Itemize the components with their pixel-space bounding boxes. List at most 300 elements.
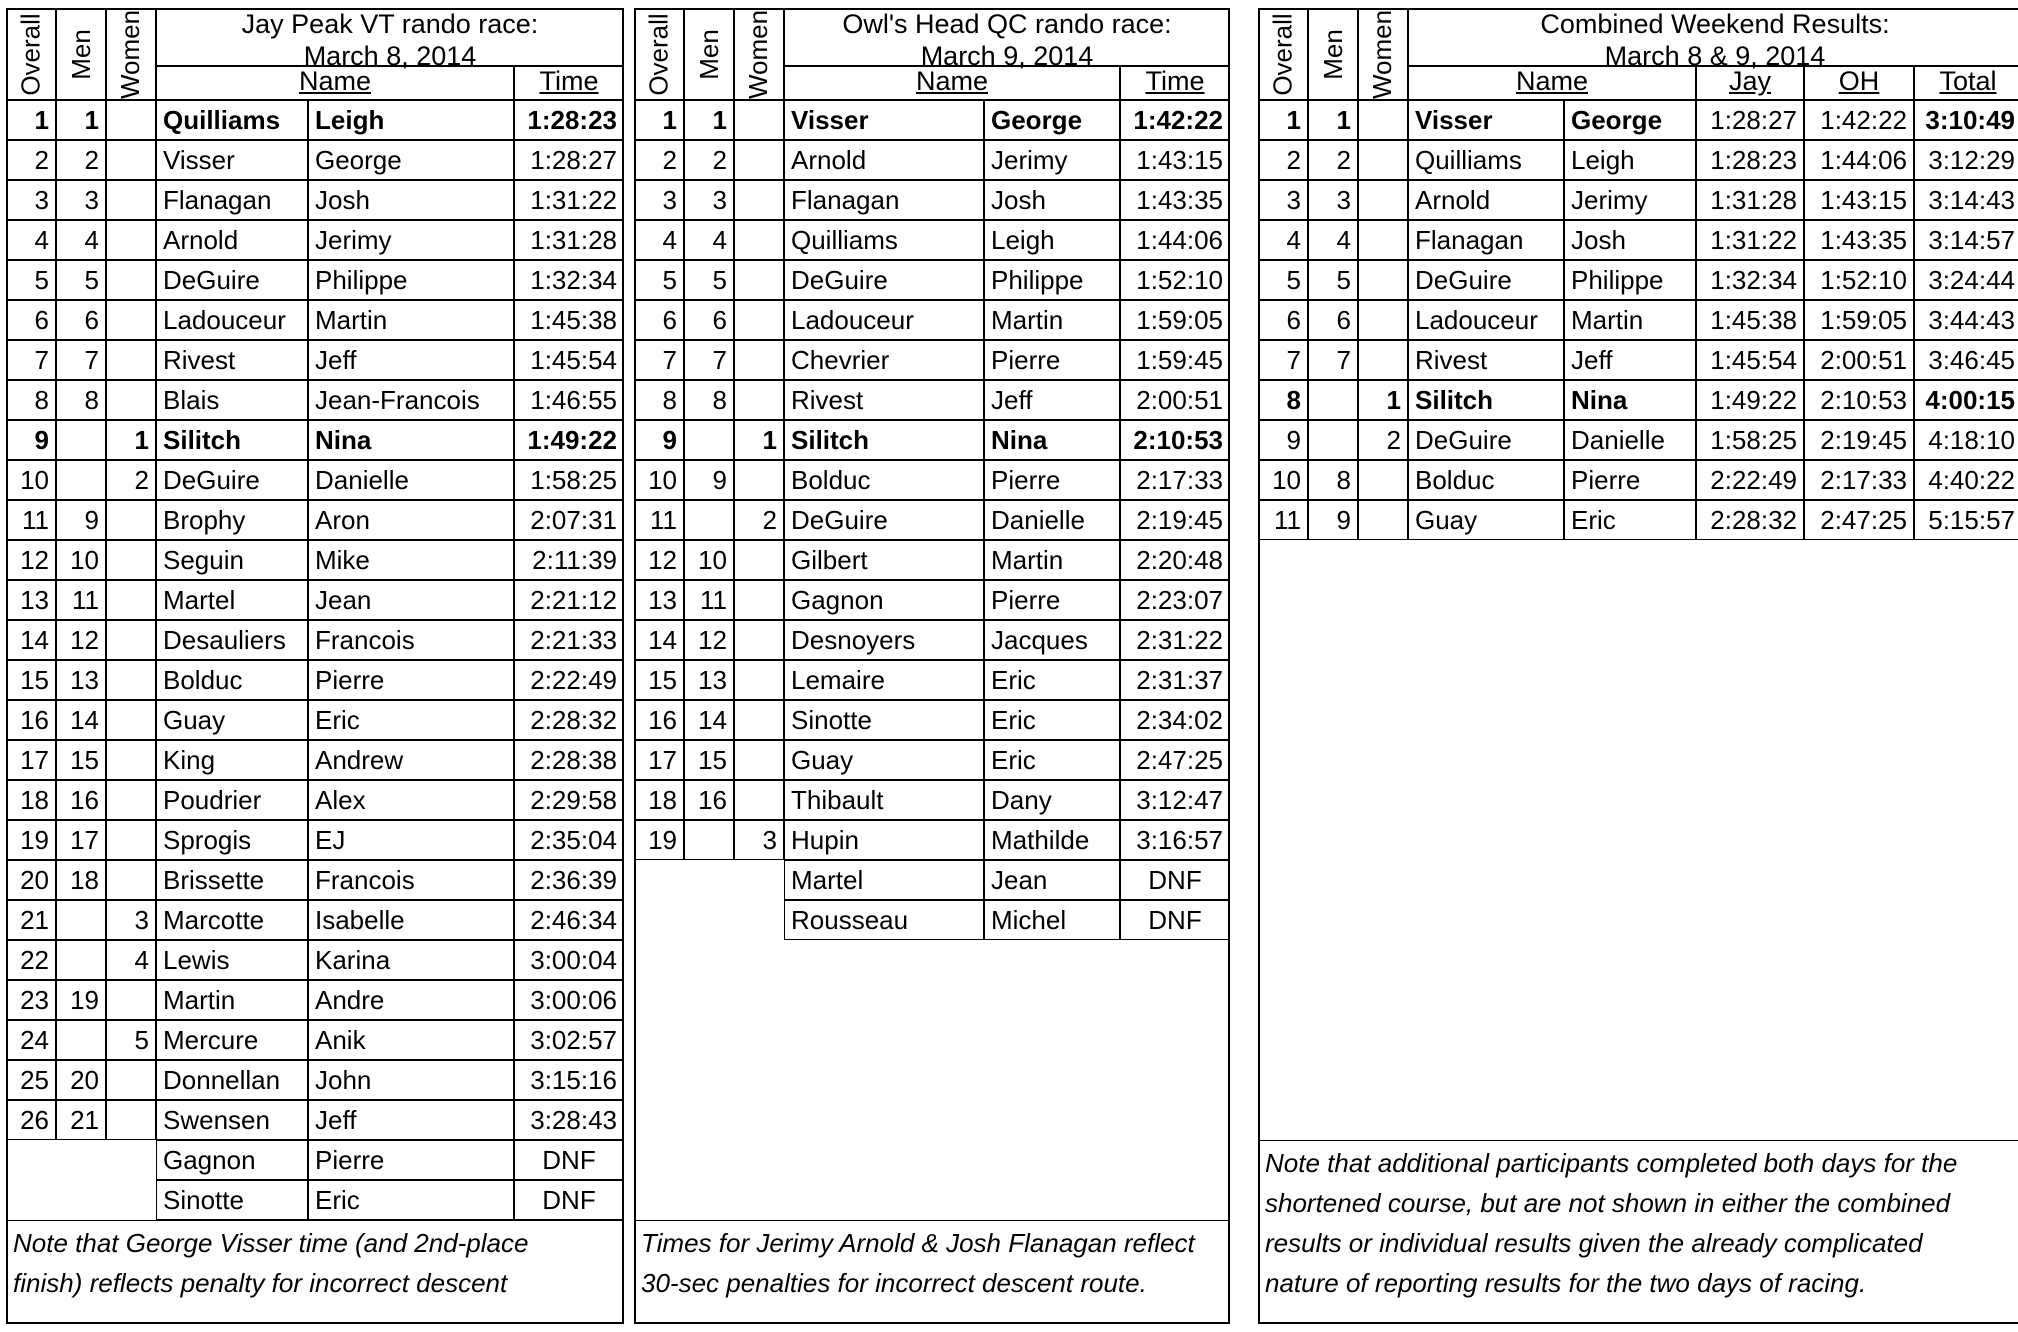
race-time: 2:35:04 (514, 820, 624, 860)
dnf-last-name: Martel (784, 860, 984, 900)
last-name: Rivest (1408, 340, 1564, 380)
first-name: Pierre (984, 340, 1120, 380)
men-place: 13 (684, 660, 734, 700)
race-time: 3:00:04 (514, 940, 624, 980)
first-name: Mathilde (984, 820, 1120, 860)
overall-place: 13 (6, 580, 56, 620)
last-name: Marcotte (156, 900, 308, 940)
first-name: John (308, 1060, 514, 1100)
total-time: 3:24:44 (1914, 260, 2018, 300)
men-place: 14 (684, 700, 734, 740)
last-name: Brophy (156, 500, 308, 540)
men-place: 11 (684, 580, 734, 620)
last-name: Martel (156, 580, 308, 620)
jay-note-line: finish) reflects penalty for incorrect descent (13, 1268, 508, 1298)
overall-place: 10 (634, 460, 684, 500)
men-place: 16 (56, 780, 106, 820)
men-place: 9 (1308, 500, 1358, 540)
race-time: 2:19:45 (1120, 500, 1230, 540)
men-place: 5 (1308, 260, 1358, 300)
combined-header-jay-label: Jay (1728, 66, 1772, 96)
men-place: 8 (56, 380, 106, 420)
first-name: Andrew (308, 740, 514, 780)
men-place: 2 (684, 140, 734, 180)
first-name: Karina (308, 940, 514, 980)
overall-place: 7 (634, 340, 684, 380)
last-name: Guay (784, 740, 984, 780)
overall-place: 4 (1258, 220, 1308, 260)
race-time: 2:28:38 (514, 740, 624, 780)
last-name: Flanagan (1408, 220, 1564, 260)
first-name: Jeff (308, 340, 514, 380)
overall-place: 6 (6, 300, 56, 340)
first-name: Francois (308, 860, 514, 900)
overall-place: 26 (6, 1100, 56, 1140)
overall-place: 1 (634, 100, 684, 140)
overall-place: 15 (634, 660, 684, 700)
men-place: 1 (684, 100, 734, 140)
jay-time: 2:22:49 (1696, 460, 1804, 500)
last-name: Thibault (784, 780, 984, 820)
race-time: 2:34:02 (1120, 700, 1230, 740)
last-name: DeGuire (784, 500, 984, 540)
race-time: 2:00:51 (1120, 380, 1230, 420)
last-name: Gagnon (784, 580, 984, 620)
last-name: Ladouceur (156, 300, 308, 340)
first-name: Eric (308, 700, 514, 740)
men-place: 20 (56, 1060, 106, 1100)
men-place: 14 (56, 700, 106, 740)
last-name: Sprogis (156, 820, 308, 860)
combined-note-line: results or individual results given the already complicated (1265, 1228, 1923, 1258)
last-name: DeGuire (156, 260, 308, 300)
race-time: 1:59:45 (1120, 340, 1230, 380)
men-place: 9 (56, 500, 106, 540)
last-name: DeGuire (784, 260, 984, 300)
oh-time: 2:00:51 (1804, 340, 1914, 380)
men-place: 6 (56, 300, 106, 340)
overall-place: 7 (1258, 340, 1308, 380)
first-name: Josh (984, 180, 1120, 220)
owl-title-line1: Owl's Head QC rando race: (842, 9, 1172, 39)
race-time: 1:52:10 (1120, 260, 1230, 300)
men-place: 3 (684, 180, 734, 220)
overall-place: 19 (6, 820, 56, 860)
men-place: 7 (684, 340, 734, 380)
owl-header-men-label: Men (693, 28, 724, 80)
first-name: Isabelle (308, 900, 514, 940)
last-name: DeGuire (1408, 260, 1564, 300)
overall-place: 2 (6, 140, 56, 180)
last-name: Arnold (784, 140, 984, 180)
first-name: Francois (308, 620, 514, 660)
race-time: 1:45:38 (514, 300, 624, 340)
overall-place: 5 (634, 260, 684, 300)
overall-place: 16 (634, 700, 684, 740)
first-name: Nina (308, 420, 514, 460)
oh-time: 1:42:22 (1804, 100, 1914, 140)
overall-place: 6 (1258, 300, 1308, 340)
combined-header-name-label: Name (1515, 66, 1589, 96)
first-name: Eric (984, 740, 1120, 780)
combined-title-line2: March 8 & 9, 2014 (1604, 41, 1826, 71)
oh-time: 1:43:15 (1804, 180, 1914, 220)
combined-header-total-label: Total (1939, 66, 1997, 96)
last-name: Desnoyers (784, 620, 984, 660)
women-place: 1 (106, 420, 156, 460)
last-name: Lemaire (784, 660, 984, 700)
race-time: 3:15:16 (514, 1060, 624, 1100)
overall-place: 11 (6, 500, 56, 540)
jay-title-line2: March 8, 2014 (303, 41, 477, 71)
last-name: Guay (1408, 500, 1564, 540)
women-place: 5 (106, 1020, 156, 1060)
overall-place: 12 (634, 540, 684, 580)
last-name: Flanagan (156, 180, 308, 220)
race-time: 1:42:22 (1120, 100, 1230, 140)
first-name: Danielle (1564, 420, 1696, 460)
men-place: 15 (684, 740, 734, 780)
last-name: Brissette (156, 860, 308, 900)
men-place: 6 (684, 300, 734, 340)
overall-place: 2 (1258, 140, 1308, 180)
men-place: 17 (56, 820, 106, 860)
men-place: 3 (1308, 180, 1358, 220)
total-time: 3:12:29 (1914, 140, 2018, 180)
first-name: Jeff (984, 380, 1120, 420)
dnf-status: DNF (514, 1140, 624, 1180)
women-place: 3 (106, 900, 156, 940)
race-time: 3:00:06 (514, 980, 624, 1020)
last-name: Blais (156, 380, 308, 420)
total-time: 4:40:22 (1914, 460, 2018, 500)
dnf-status: DNF (1120, 900, 1230, 940)
last-name: Rivest (156, 340, 308, 380)
owl-header-women-label: Women (743, 9, 774, 99)
men-place: 4 (1308, 220, 1358, 260)
overall-place: 5 (6, 260, 56, 300)
overall-place: 23 (6, 980, 56, 1020)
overall-place: 17 (6, 740, 56, 780)
last-name: Quilliams (156, 100, 308, 140)
overall-place: 19 (634, 820, 684, 860)
overall-place: 9 (1258, 420, 1308, 460)
first-name: EJ (308, 820, 514, 860)
first-name: Mike (308, 540, 514, 580)
first-name: Pierre (984, 580, 1120, 620)
last-name: Mercure (156, 1020, 308, 1060)
dnf-last-name: Sinotte (156, 1180, 308, 1220)
first-name: Josh (1564, 220, 1696, 260)
last-name: Visser (156, 140, 308, 180)
results-sheet (6, 8, 2015, 1324)
race-time: 1:28:23 (514, 100, 624, 140)
women-place: 3 (734, 820, 784, 860)
last-name: Desauliers (156, 620, 308, 660)
race-time: 2:23:07 (1120, 580, 1230, 620)
race-time: 2:17:33 (1120, 460, 1230, 500)
first-name: Leigh (1564, 140, 1696, 180)
men-place: 3 (56, 180, 106, 220)
race-time: 2:29:58 (514, 780, 624, 820)
first-name: Pierre (984, 460, 1120, 500)
oh-time: 1:52:10 (1804, 260, 1914, 300)
last-name: Martin (156, 980, 308, 1020)
total-time: 3:14:57 (1914, 220, 2018, 260)
overall-place: 2 (634, 140, 684, 180)
first-name: Philippe (1564, 260, 1696, 300)
last-name: Lewis (156, 940, 308, 980)
first-name: Dany (984, 780, 1120, 820)
jay-time: 1:45:38 (1696, 300, 1804, 340)
first-name: Anik (308, 1020, 514, 1060)
race-time: 2:21:12 (514, 580, 624, 620)
overall-place: 13 (634, 580, 684, 620)
dnf-last-name: Gagnon (156, 1140, 308, 1180)
combined-title-line1: Combined Weekend Results: (1540, 9, 1890, 39)
race-time: 1:46:55 (514, 380, 624, 420)
combined-note-line: Note that additional participants completed both days for the (1265, 1148, 1958, 1178)
first-name: Jacques (984, 620, 1120, 660)
jay-panel-frame (6, 8, 624, 1324)
jay-time: 1:31:22 (1696, 220, 1804, 260)
men-place: 1 (56, 100, 106, 140)
total-time: 3:14:43 (1914, 180, 2018, 220)
first-name: Leigh (308, 100, 514, 140)
overall-place: 8 (1258, 380, 1308, 420)
last-name: Quilliams (1408, 140, 1564, 180)
men-place: 16 (684, 780, 734, 820)
oh-time: 2:47:25 (1804, 500, 1914, 540)
jay-title-line1: Jay Peak VT rando race: (241, 9, 539, 39)
last-name: Swensen (156, 1100, 308, 1140)
women-place: 2 (106, 460, 156, 500)
overall-place: 11 (1258, 500, 1308, 540)
last-name: DeGuire (156, 460, 308, 500)
combined-header-men-label: Men (1317, 28, 1348, 80)
men-place: 8 (684, 380, 734, 420)
dnf-last-name: Rousseau (784, 900, 984, 940)
first-name: Danielle (984, 500, 1120, 540)
first-name: Jean-Francois (308, 380, 514, 420)
women-place: 1 (734, 420, 784, 460)
men-place: 11 (56, 580, 106, 620)
dnf-first-name: Pierre (308, 1140, 514, 1180)
overall-place: 14 (6, 620, 56, 660)
overall-place: 9 (634, 420, 684, 460)
first-name: Andre (308, 980, 514, 1020)
jay-time: 1:49:22 (1696, 380, 1804, 420)
total-time: 4:18:10 (1914, 420, 2018, 460)
race-time: 2:22:49 (514, 660, 624, 700)
jay-time: 1:28:23 (1696, 140, 1804, 180)
combined-header-oh-label: OH (1838, 66, 1880, 96)
race-time: 1:31:28 (514, 220, 624, 260)
first-name: George (1564, 100, 1696, 140)
total-time: 4:00:15 (1914, 380, 2018, 420)
race-time: 3:28:43 (514, 1100, 624, 1140)
first-name: Pierre (1564, 460, 1696, 500)
men-place: 1 (1308, 100, 1358, 140)
last-name: Visser (1408, 100, 1564, 140)
overall-place: 1 (6, 100, 56, 140)
total-time: 3:46:45 (1914, 340, 2018, 380)
race-time: 3:16:57 (1120, 820, 1230, 860)
first-name: Martin (984, 300, 1120, 340)
overall-place: 18 (634, 780, 684, 820)
overall-place: 9 (6, 420, 56, 460)
race-time: 2:07:31 (514, 500, 624, 540)
first-name: Jeff (308, 1100, 514, 1140)
last-name: King (156, 740, 308, 780)
men-place: 21 (56, 1100, 106, 1140)
oh-time: 2:19:45 (1804, 420, 1914, 460)
overall-place: 18 (6, 780, 56, 820)
overall-place: 4 (634, 220, 684, 260)
jay-header-overall-label: Overall (15, 12, 46, 96)
men-place: 12 (684, 620, 734, 660)
race-time: 1:45:54 (514, 340, 624, 380)
last-name: Silitch (1408, 380, 1564, 420)
first-name: Aron (308, 500, 514, 540)
overall-place: 8 (634, 380, 684, 420)
overall-place: 6 (634, 300, 684, 340)
overall-place: 15 (6, 660, 56, 700)
owl-header-name-label: Name (915, 66, 989, 96)
overall-place: 10 (6, 460, 56, 500)
oh-time: 1:44:06 (1804, 140, 1914, 180)
last-name: Arnold (156, 220, 308, 260)
men-place: 15 (56, 740, 106, 780)
race-time: 3:12:47 (1120, 780, 1230, 820)
overall-place: 11 (634, 500, 684, 540)
overall-place: 24 (6, 1020, 56, 1060)
last-name: Visser (784, 100, 984, 140)
race-time: 2:28:32 (514, 700, 624, 740)
last-name: Hupin (784, 820, 984, 860)
last-name: Arnold (1408, 180, 1564, 220)
dnf-first-name: Jean (984, 860, 1120, 900)
owl-note-line: Times for Jerimy Arnold & Josh Flanagan reflect (641, 1228, 1195, 1258)
combined-panel-frame (1258, 8, 2018, 1324)
last-name: Bolduc (784, 460, 984, 500)
jay-time: 2:28:32 (1696, 500, 1804, 540)
men-place: 13 (56, 660, 106, 700)
men-place: 4 (56, 220, 106, 260)
men-place: 12 (56, 620, 106, 660)
first-name: Jean (308, 580, 514, 620)
race-time: 2:46:34 (514, 900, 624, 940)
combined-header-overall-label: Overall (1267, 12, 1298, 96)
overall-place: 21 (6, 900, 56, 940)
total-time: 3:44:43 (1914, 300, 2018, 340)
first-name: Jerimy (984, 140, 1120, 180)
combined-header-women-label: Women (1367, 9, 1398, 99)
first-name: Philippe (308, 260, 514, 300)
oh-time: 2:10:53 (1804, 380, 1914, 420)
first-name: Philippe (984, 260, 1120, 300)
jay-time: 1:58:25 (1696, 420, 1804, 460)
first-name: Danielle (308, 460, 514, 500)
men-place: 19 (56, 980, 106, 1020)
oh-time: 2:17:33 (1804, 460, 1914, 500)
men-place: 10 (56, 540, 106, 580)
first-name: Martin (1564, 300, 1696, 340)
dnf-status: DNF (514, 1180, 624, 1220)
overall-place: 20 (6, 860, 56, 900)
last-name: Flanagan (784, 180, 984, 220)
last-name: Poudrier (156, 780, 308, 820)
overall-place: 1 (1258, 100, 1308, 140)
overall-place: 7 (6, 340, 56, 380)
race-time: 1:28:27 (514, 140, 624, 180)
men-place: 10 (684, 540, 734, 580)
first-name: George (984, 100, 1120, 140)
race-time: 3:02:57 (514, 1020, 624, 1060)
owl-header-time-label: Time (1145, 66, 1205, 96)
last-name: Ladouceur (784, 300, 984, 340)
overall-place: 5 (1258, 260, 1308, 300)
combined-note-line: shortened course, but are not shown in either the combined (1265, 1188, 1951, 1218)
overall-place: 4 (6, 220, 56, 260)
first-name: Nina (984, 420, 1120, 460)
last-name: Chevrier (784, 340, 984, 380)
last-name: Sinotte (784, 700, 984, 740)
jay-time: 1:28:27 (1696, 100, 1804, 140)
last-name: Donnellan (156, 1060, 308, 1100)
first-name: Jerimy (308, 220, 514, 260)
overall-place: 3 (6, 180, 56, 220)
owl-note-line: 30-sec penalties for incorrect descent route. (641, 1268, 1147, 1298)
race-time: 1:43:15 (1120, 140, 1230, 180)
race-time: 2:20:48 (1120, 540, 1230, 580)
jay-time: 1:45:54 (1696, 340, 1804, 380)
men-place: 2 (56, 140, 106, 180)
last-name: DeGuire (1408, 420, 1564, 460)
jay-time: 1:31:28 (1696, 180, 1804, 220)
last-name: Bolduc (156, 660, 308, 700)
last-name: Quilliams (784, 220, 984, 260)
last-name: Rivest (784, 380, 984, 420)
race-time: 1:31:22 (514, 180, 624, 220)
race-time: 1:44:06 (1120, 220, 1230, 260)
men-place: 6 (1308, 300, 1358, 340)
race-time: 1:43:35 (1120, 180, 1230, 220)
first-name: Martin (984, 540, 1120, 580)
first-name: Pierre (308, 660, 514, 700)
overall-place: 14 (634, 620, 684, 660)
oh-time: 1:43:35 (1804, 220, 1914, 260)
first-name: George (308, 140, 514, 180)
race-time: 2:10:53 (1120, 420, 1230, 460)
race-time: 2:31:22 (1120, 620, 1230, 660)
men-place: 18 (56, 860, 106, 900)
overall-place: 3 (1258, 180, 1308, 220)
owl-header-overall-label: Overall (643, 12, 674, 96)
jay-note-line: Note that George Visser time (and 2nd-place (13, 1228, 529, 1258)
owl-panel-frame (634, 8, 1230, 1324)
race-time: 2:31:37 (1120, 660, 1230, 700)
first-name: Jerimy (1564, 180, 1696, 220)
first-name: Eric (984, 700, 1120, 740)
jay-header-women-label: Women (115, 9, 146, 99)
race-time: 1:58:25 (514, 460, 624, 500)
total-time: 5:15:57 (1914, 500, 2018, 540)
first-name: Leigh (984, 220, 1120, 260)
women-place: 2 (1358, 420, 1408, 460)
last-name: Guay (156, 700, 308, 740)
last-name: Silitch (784, 420, 984, 460)
